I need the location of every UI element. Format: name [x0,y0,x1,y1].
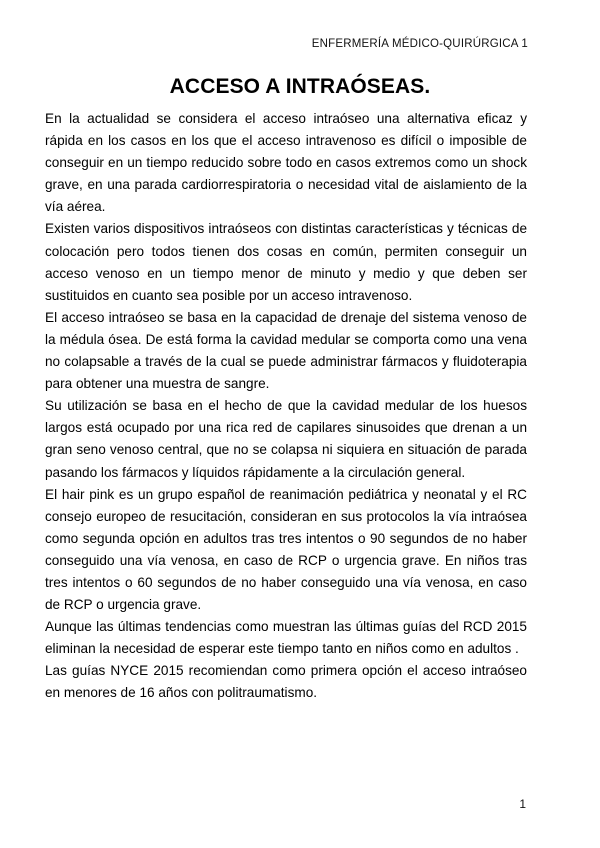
paragraph-devices: Existen varios dispositivos intraóseos con distintas características y técnicas de colocación pero todos tienen dos cosas en común, permiten conseguir un acceso venoso en un tiempo menor de minuto y medio y que deben ser sustituidos en cuanto sea posible por un acceso intravenoso. [45,221,527,303]
paragraph-drainage: El acceso intraóseo se basa en la capacidad de drenaje del sistema venoso de la médula ósea. De está forma la cavidad medular se comporta como una vena no colapsable a través de la cual se puede administrar fármacos y fluidoterapia para obtener una muestra de sangre. [45,309,527,392]
paragraph-guidelines-rcd: Aunque las últimas tendencias como muestran las últimas guías del RCD 2015 eliminan la necesidad de esperar este tiempo tanto en niños como en adultos . [45,619,527,657]
paragraph-protocols: El hair pink es un grupo español de reanimación pediátrica y neonatal y el RC consejo europeo de resucitación, consideran en sus protocolos la vía intraósea como segunda opción en adultos tras tres intentos o 90 segundos de no haber conseguido una vía venosa, en caso de RCP o urgencia grave. En niños tras tres intentos o 60 segundos de no haber conseguido una vía venosa, en caso de RCP o urgencia grave. [45,486,527,613]
body-text [45,108,527,705]
running-header: ENFERMERÍA MÉDICO-QUIRÚRGICA 1 [311,38,528,50]
paragraph-intro: En la actualidad se considera el acceso intraóseo una alternativa eficaz y rápida en los casos en los que el acceso intravenoso es difícil o imposible de conseguir en un tiempo reducido sobre todo en casos extremos como un shock grave, en una parada cardiorrespiratoria o necesidad vital de aislamiento de la vía aérea. [45,111,527,215]
page-number: 1 [519,797,526,811]
paragraph-guidelines-nyce: Las guías NYCE 2015 recomiendan como primera opción el acceso intraóseo en menores de 16 años con politraumatismo. [45,663,527,701]
page-title: ACCESO A INTRAÓSEAS. [169,75,431,98]
paragraph-medullary-cavity: Su utilización se basa en el hecho de que la cavidad medular de los huesos largos está ocupado por una rica red de capilares sinusoides que drenan a un gran seno venoso central, que no se colapsa ni siquiera en situación de parada pasando los fármacos y líquidos rápidamente a la circulación general. [45,398,527,480]
